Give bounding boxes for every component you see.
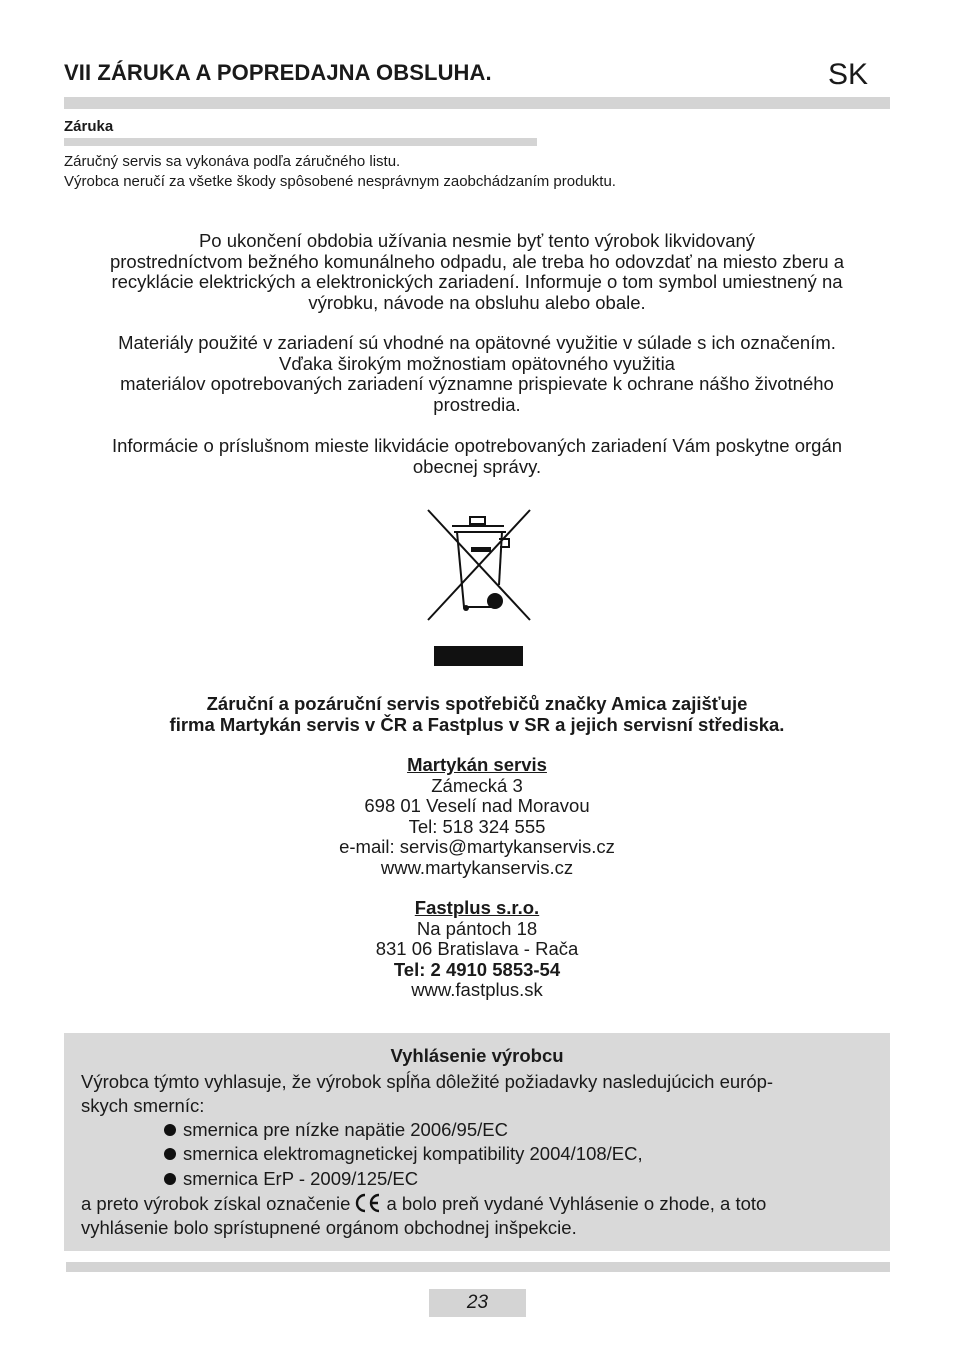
text-line: Po ukončení obdobia užívania nesmie byť tento výrobok likvidovaný	[198, 230, 756, 251]
text-line: firma Martykán servis v ČR a Fastplus v SR a jejich servisní střediska.	[169, 713, 785, 735]
declaration-outro-2: vyhlásenie bolo sprístupnené orgánom obchodnej inšpekcie.	[81, 1217, 577, 1238]
phone: Tel: 518 324 555	[408, 815, 546, 837]
website: www.martykanservis.cz	[380, 856, 574, 878]
phone: Tel: 2 4910 5853-54	[393, 958, 561, 980]
text-line: obecnej správy.	[412, 455, 542, 477]
bullet-icon	[164, 1173, 176, 1185]
outro-text: a preto výrobok získal označenie	[81, 1193, 351, 1214]
service-intro	[64, 694, 890, 735]
warranty-line-1: Záručný servis sa vykonáva podľa záručného listu.	[64, 153, 401, 170]
declaration-title: Vyhlásenie výrobcu	[390, 1045, 564, 1066]
text-line: prostredia.	[433, 393, 521, 415]
warranty-heading: Záruka	[64, 118, 114, 135]
footer-rule	[66, 1262, 890, 1272]
outro-text: a bolo preň vydané Vyhlásenie o zhode, a toto	[386, 1193, 767, 1214]
weee-bar	[434, 646, 523, 666]
disposal-paragraph-1	[64, 231, 890, 313]
directive-text: smernica pre nízke napätie 2006/95/EC	[183, 1119, 508, 1140]
language-code: SK	[827, 58, 868, 91]
directive-item	[164, 1142, 643, 1166]
email: e-mail: servis@martykanservis.cz	[339, 836, 615, 857]
text-line: Vďaka širokým možnostiam opätovného využitia	[279, 352, 675, 374]
text-line: výrobku, návode na obsluhu alebo obale.	[308, 291, 646, 313]
page-number: 23	[429, 1289, 526, 1317]
ce-mark-icon	[354, 1193, 382, 1213]
martykan-address	[64, 755, 890, 878]
company-name: Fastplus s.r.o.	[414, 897, 540, 918]
website: www.fastplus.sk	[411, 979, 543, 1000]
disposal-paragraph-2	[64, 333, 890, 415]
warranty-rule	[64, 138, 537, 146]
directive-item	[164, 1167, 418, 1191]
page-title: VII ZÁRUKA A POPREDAJNA OBSLUHA.	[64, 60, 492, 85]
directive-text: smernica ErP - 2009/125/EC	[183, 1168, 419, 1189]
bullet-icon	[164, 1124, 176, 1136]
declaration-intro-1: Výrobca týmto vyhlasuje, že výrobok spĺňa dôležité požiadavky nasledujúcich európ-	[81, 1071, 774, 1092]
text-line: Materiály použité v zariadení sú vhodné na opätovné využitie v súlade s ich označením.	[118, 332, 836, 353]
warranty-line-2: Výrobca neručí za všetke škody spôsobené nesprávnym zaobchádzaním produktu.	[64, 173, 616, 190]
disposal-paragraph-3	[64, 436, 890, 477]
fastplus-address	[64, 898, 890, 1001]
text-line: Záruční a pozáruční servis spotřebičů značky Amica zajišťuje	[206, 693, 748, 714]
company-name: Martykán servis	[407, 754, 547, 775]
address-city: 698 01 Veselí nad Moravou	[364, 795, 590, 816]
text-line: Informácie o príslušnom mieste likvidácie opotrebovaných zariadení Vám poskytne orgán	[111, 435, 843, 456]
directive-item	[164, 1118, 508, 1142]
text-line: prostredníctvom bežného komunálneho odpadu, ale treba ho odovzdať na miesto zberu a	[109, 250, 845, 272]
address-city: 831 06 Bratislava - Rača	[375, 938, 579, 959]
declaration-outro-1	[81, 1192, 881, 1216]
crossed-out-wheelie-bin-icon	[420, 505, 538, 630]
directive-text: smernica elektromagnetickej kompatibility 2004/108/EC,	[183, 1143, 643, 1164]
address-street: Zámecká 3	[431, 774, 523, 796]
bullet-icon	[164, 1148, 176, 1160]
manufacturer-declaration-box	[64, 1033, 890, 1251]
header-rule	[64, 97, 890, 109]
text-line: recyklácie elektrických a elektronických zariadení. Informuje o tom symbol umiestnený na	[111, 271, 843, 292]
declaration-intro-2: skych smerníc:	[81, 1095, 205, 1116]
address-street: Na pántoch 18	[416, 917, 538, 939]
text-line: materiálov opotrebovaných zariadení významne prispievate k ochrane nášho životného	[120, 373, 834, 394]
